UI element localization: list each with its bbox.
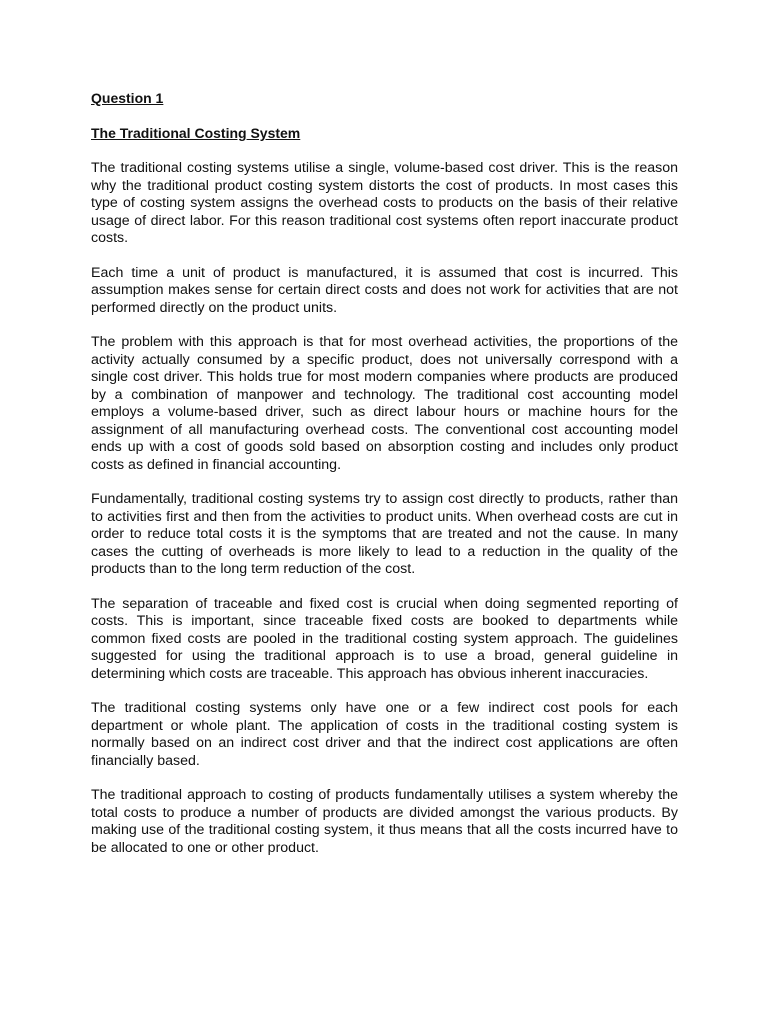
paragraph-6: The traditional costing systems only have one or a few indirect cost pools for each department or whole plant. The application of costs in the traditional costing system is normally based on an indirect cost driver and that the indirect cost applications are often financially based. (91, 700, 678, 769)
paragraph-4: Fundamentally, traditional costing systems try to assign cost directly to products, rather than to activities first and then from the activities to product units. When overhead costs are cut in order to reduce total costs it is the symptoms that are treated and not the cause. In many cases the cutting of overheads is more likely to lead to a reduction in the quality of the products than to the long term reduction of the cost. (91, 491, 678, 577)
document-page (91, 90, 678, 874)
question-heading: Question 1 (91, 90, 164, 106)
paragraph-1: The traditional costing systems utilise a single, volume-based cost driver. This is the reason why the traditional product costing system distorts the cost of products. In most cases this type of costing system assigns the overhead costs to products on the basis of their relative usage of direct labor. For this reason traditional cost systems often report inaccurate product costs. (91, 160, 678, 246)
paragraph-2: Each time a unit of product is manufactured, it is assumed that cost is incurred. This assumption makes sense for certain direct costs and does not work for activities that are not performed directly on the product units. (91, 264, 678, 316)
paragraph-7: The traditional approach to costing of products fundamentally utilises a system whereby the total costs to produce a number of products are divided amongst the various products. By making use of the traditional costing system, it thus means that all the costs incurred have to be allocated to one or other product. (91, 787, 678, 856)
paragraph-3: The problem with this approach is that for most overhead activities, the proportions of the activity actually consumed by a specific product, does not universally correspond with a single cost driver. This holds true for most modern companies where products are produced by a combination of manpower and technology. The traditional cost accounting model employs a volume-based driver, such as direct labour hours or machine hours for the assignment of all manufacturing overhead costs. The conventional cost accounting model ends up with a cost of goods sold based on absorption costing and includes only product costs as defined in financial accounting. (91, 334, 678, 473)
paragraph-5: The separation of traceable and fixed cost is crucial when doing segmented reporting of costs. This is important, since traceable fixed costs are booked to departments while common fixed costs are pooled in the traditional costing system approach. The guidelines suggested for using the traditional approach is to use a broad, general guideline in determining which costs are traceable. This approach has obvious inherent inaccuracies. (91, 595, 678, 682)
section-heading: The Traditional Costing System (91, 125, 301, 141)
